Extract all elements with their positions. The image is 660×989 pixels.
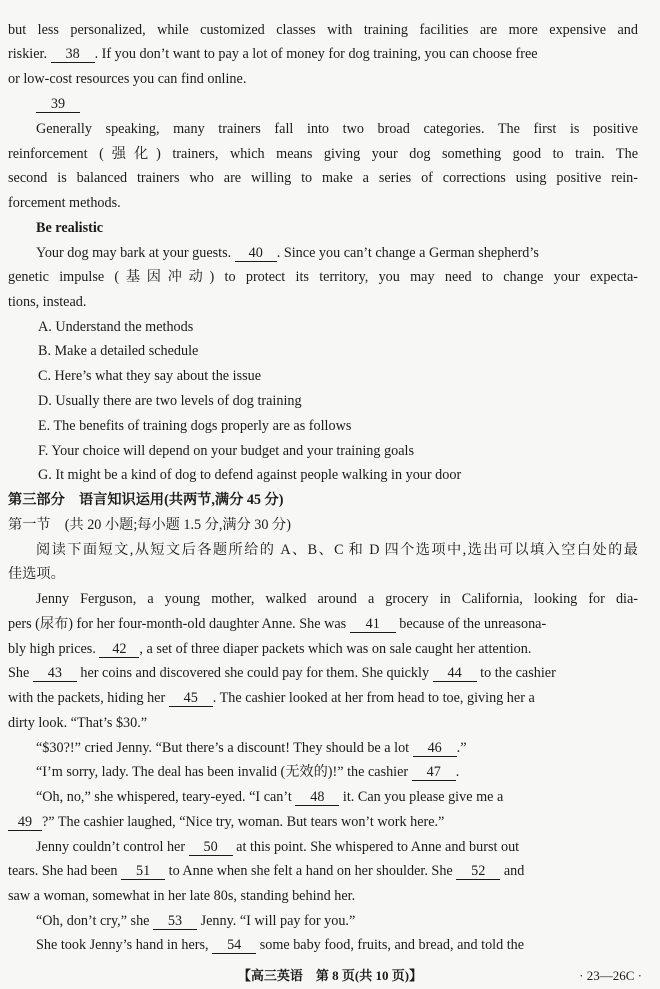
text-fragment: Your dog may bark at your guests. [36,245,232,261]
text-line [8,243,638,263]
text-fragment: . The cashier looked at her from head to toe, giving her a [212,690,535,706]
text-fragment: She [8,665,30,681]
text-fragment: She took Jenny’s hand in hers, [36,937,209,953]
answer-blank: 48 [295,789,339,806]
story-line [8,935,638,955]
text-line: or low-cost resources you can find online. [8,71,247,87]
text-fragment: tears. She had been [8,863,118,879]
answer-blank: 39 [36,96,80,113]
text-line [8,94,638,114]
text-fragment: “Oh, don’t cry,” she [36,913,150,929]
text-fragment: bly high prices. [8,641,96,657]
answer-blank: 41 [350,616,396,633]
story-line [8,663,638,683]
exam-code: · 23—26C · [579,968,642,983]
answer-blank: 52 [456,863,500,880]
text-line: but less personalized, while customized classes with training facilities are more expensive and [8,22,638,38]
story-line [8,837,638,857]
text-fragment: to Anne when she felt a hand on her shoulder. She [168,863,453,879]
instruction-line: 阅读下面短文,从短文后各题所给的 A、B、C 和 D 四个选项中,选出可以填入空白处的最 [36,542,638,558]
text-fragment: “I’m sorry, lady. The deal has been invalid (无效的)!” the cashier [36,764,409,780]
page-footer [0,966,660,986]
story-line [8,787,638,807]
text-fragment: riskier. [8,46,48,62]
story-line [8,812,638,832]
answer-blank: 38 [51,46,95,63]
answer-blank: 45 [169,690,213,707]
text-fragment: .” [456,740,467,756]
story-line [8,688,638,708]
text-line: reinforcement (强化) trainers, which means giving your dog something good to train. The [8,146,638,162]
text-fragment: Jenny. “I will pay for you.” [200,913,356,929]
text-fragment: with the packets, hiding her [8,690,166,706]
story-line [8,861,638,881]
text-fragment: “Oh, no,” she whispered, teary-eyed. “I can’t [36,789,292,805]
text-fragment: “$30?!” cried Jenny. “But there’s a discount! They should be a lot [36,740,410,756]
text-fragment: . Since you can’t change a German shepherd’s [276,245,539,261]
story-line [8,911,638,931]
instruction-line: 佳选项。 [8,566,65,582]
story-line [8,762,638,782]
text-fragment: to the cashier [480,665,556,681]
option-e: E. The benefits of training dogs properly are as follows [38,418,352,434]
answer-blank: 50 [189,839,233,856]
story-line: Jenny Ferguson, a young mother, walked around a grocery in California, looking for dia- [36,591,638,607]
story-line: saw a woman, somewhat in her late 80s, standing behind her. [8,888,356,904]
text-line: genetic impulse (基因冲动) to protect its territory, you may need to change your expecta- [8,269,638,285]
answer-blank: 43 [33,665,77,682]
option-b: B. Make a detailed schedule [38,343,199,359]
text-line: forcement methods. [8,195,121,211]
text-fragment: at this point. She whispered to Anne and burst out [236,839,520,855]
text-fragment: . [455,764,460,780]
answer-blank: 46 [413,740,457,757]
answer-blank: 49 [8,814,42,831]
option-d: D. Usually there are two levels of dog training [38,393,302,409]
text-fragment: pers (尿布) for her four-month-old daughter Anne. She was [8,616,347,632]
page-number: 【高三英语 第 8 页(共 10 页)】 [237,968,423,983]
text-fragment: . If you don’t want to pay a lot of money for dog training, you can choose free [94,46,538,62]
section-heading: Be realistic [36,220,104,236]
answer-blank: 44 [433,665,477,682]
text-fragment: Jenny couldn’t control her [36,839,186,855]
text-line [8,44,638,64]
text-fragment: ?” The cashier laughed, “Nice try, woman. But tears won’t work here.” [42,814,445,830]
option-f: F. Your choice will depend on your budget and your training goals [38,443,414,459]
answer-blank: 54 [212,937,256,954]
option-a: A. Understand the methods [38,319,194,335]
text-line: tions, instead. [8,294,87,310]
text-line: second is balanced trainers who are willing to make a series of corrections using positive rein- [8,170,638,186]
answer-blank: 53 [153,913,197,930]
part-title: 第三部分 语言知识运用(共两节,满分 45 分) [8,492,284,508]
option-c: C. Here’s what they say about the issue [38,368,262,384]
story-line [8,738,638,758]
text-fragment: it. Can you please give me a [342,789,504,805]
text-fragment: her coins and discovered she could pay for them. She quickly [80,665,430,681]
answer-blank: 42 [99,641,139,658]
text-line: Generally speaking, many trainers fall into two broad categories. The first is positive [36,121,638,137]
text-fragment: some baby food, fruits, and bread, and told the [259,937,525,953]
text-fragment: , a set of three diaper packets which was on sale caught her attention. [139,641,532,657]
text-fragment: and [503,863,525,879]
section-title: 第一节 (共 20 小题;每小题 1.5 分,满分 30 分) [8,517,291,533]
answer-blank: 47 [412,764,456,781]
text-fragment: because of the unreasona- [399,616,547,632]
story-line [8,639,638,659]
story-line [8,614,638,634]
answer-blank: 51 [121,863,165,880]
story-line: dirty look. “That’s $30.” [8,715,148,731]
answer-blank: 40 [235,245,277,262]
option-g: G. It might be a kind of dog to defend against people walking in your door [38,467,462,483]
